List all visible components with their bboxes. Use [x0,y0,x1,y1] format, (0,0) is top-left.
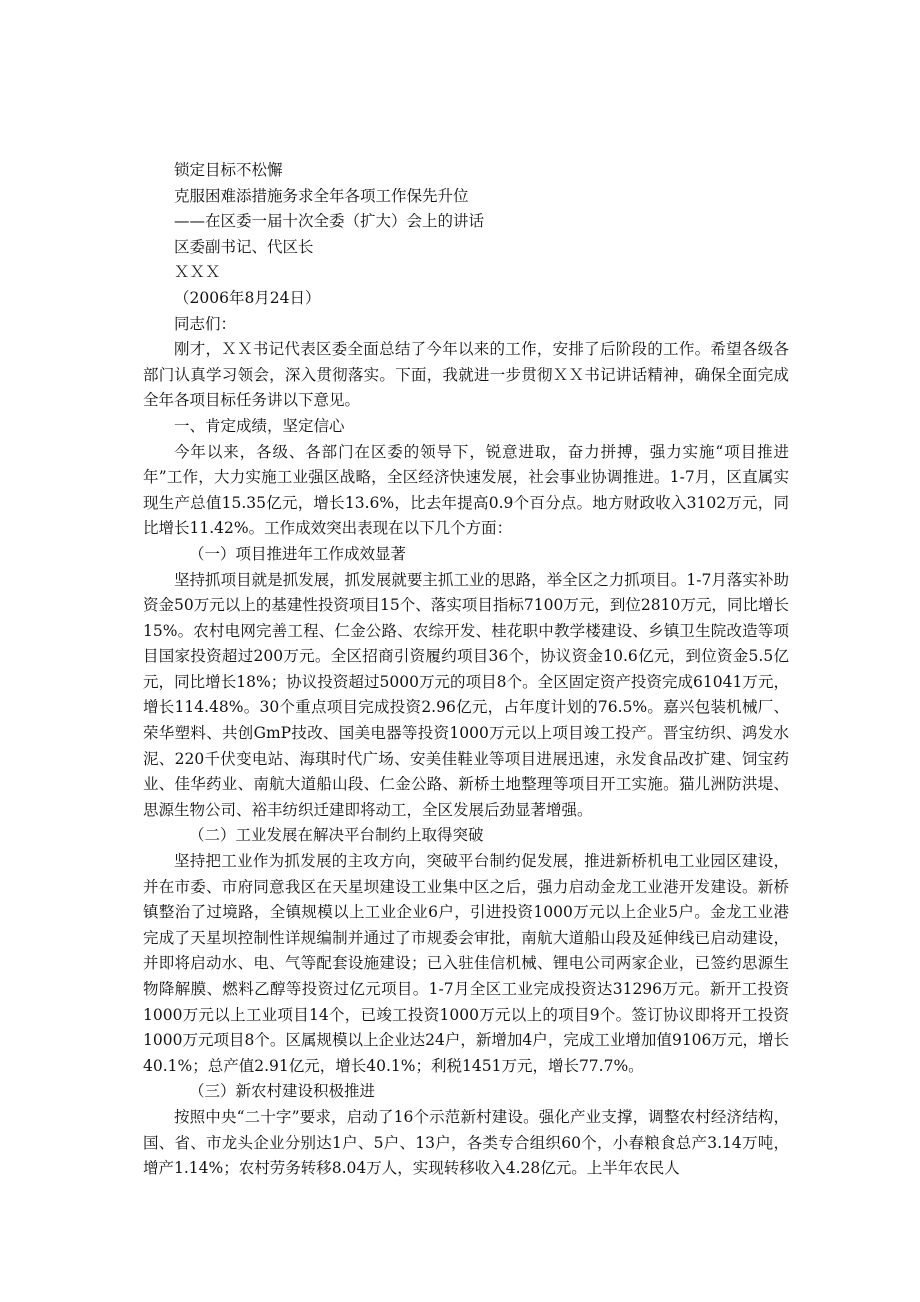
speech-motto-line: 锁定目标不松懈 [174,161,283,179]
body-paragraph-overview: 今年以来，各级、各部门在区委的领导下，锐意进取，奋力拼搏，强力实施“项目推进年”工作，大力实施工业强区战略，全区经济快速发展，社会事业协调推进。1-7月，区直属实现生产总值15.35亿元，增长13.6%，比去年提高0.9个百分点。地方财政收入3102万元，同比增长11.42%。工作成效突出表现在以下几个方面： [143,442,789,538]
speaker-name: ＸＸＸ [174,263,221,282]
document-body [143,158,789,1182]
speech-date: （2006年8月24日） [174,288,321,307]
body-paragraph-projects: 坚持抓项目就是抓发展，抓发展就要主抓工业的思路，举全区之力抓项目。1-7月落实补助资金50万元以上的基建性投资项目15个、落实项目指标7100万元，到位2810万元，同比增长15%。农村电网完善工程、仁金公路、农综开发、桂花职中教学楼建设、乡镇卫生院改造等项目国家投资超过200万元。全区招商引资履约项目36个，协议资金10.6亿元，到位资金5.5亿元，同比增长18%；协议投资超过5000万元的项目8个。全区固定资产投资完成61041万元，增长114.48%。30个重点项目完成投资2.96亿元，占年度计划的76.5%。嘉兴包装机械厂、荣华塑料、共创GmP技改、国美电器等投资1000万元以上项目竣工投产。晋宝纺织、鸿发水泥、220千伏变电站、海琪时代广场、安美佳鞋业等项目进展迅速，永发食品改扩建、饲宝药业、佳华药业、南航大道船山段、仁金公路、新桥土地整理等项目开工实施。猫儿洲防洪堤、思源生物公司、裕丰纺织迁建即将动工，全区发展后劲显著增强。 [143,570,789,819]
body-paragraph-intro: 刚才，ＸＸ书记代表区委全面总结了今年以来的工作，安排了后阶段的工作。希望各级各部门认真学习领会，深入贯彻落实。下面，我就进一步贯彻ＸＸ书记讲话精神，确保全面完成全年各项目标任务讲以下意见。 [143,340,789,410]
salutation: 同志们： [174,314,237,333]
speaker-position: 区委副书记、代区长 [174,237,314,256]
subsection-heading-2: （二）工业发展在解决平台制约上取得突破 [189,826,484,845]
subsection-heading-1: （一）项目推进年工作成效显著 [189,544,407,563]
section-heading-1: 一、肯定成绩，坚定信心 [174,416,345,435]
subsection-heading-3: （三）新农村建设积极推进 [189,1082,376,1101]
body-paragraph-industry: 坚持把工业作为抓发展的主攻方向，突破平台制约促发展，推进新桥机电工业园区建设，并在市委、市府同意我区在天星坝建设工业集中区之后，强力启动金龙工业港开发建设。新桥镇整治了过境路，全镇规模以上工业企业6户，引进投资1000万元以上企业5户。金龙工业港完成了天星坝控制性详规编制并通过了市规委会审批，南航大道船山段及延伸线已启动建设，并即将启动水、电、气等配套设施建设；已入驻佳信机械、锂电公司两家企业，已签约思源生物降解膜、燃料乙醇等投资过亿元项目。1-7月全区工业完成投资达31296万元。新开工投资1000万元以上工业项目14个，已竣工投资1000万元以上的项目9个。签订协议即将开工投资1000万元项目8个。区属规模以上企业达24户，新增加4户，完成工业增加值9106万元，增长40.1%；总产值2.91亿元，增长40.1%；利税1451万元，增长77.7%。 [143,852,789,1075]
speech-subtitle: ——在区委一届十次全委（扩大）会上的讲话 [174,212,485,231]
body-paragraph-rural: 按照中央“二十字”要求，启动了16个示范新村建设。强化产业支撑，调整农村经济结构，国、省、市龙头企业分别达1户、5户、13户，各类专合组织60个，小春粮食总产3.14万吨，增产1.14%；农村劳务转移8.04万人，实现转移收入4.28亿元。上半年农民人 [143,1107,789,1178]
speech-title: 克服困难添措施务求全年各项工作保先升位 [174,186,469,205]
